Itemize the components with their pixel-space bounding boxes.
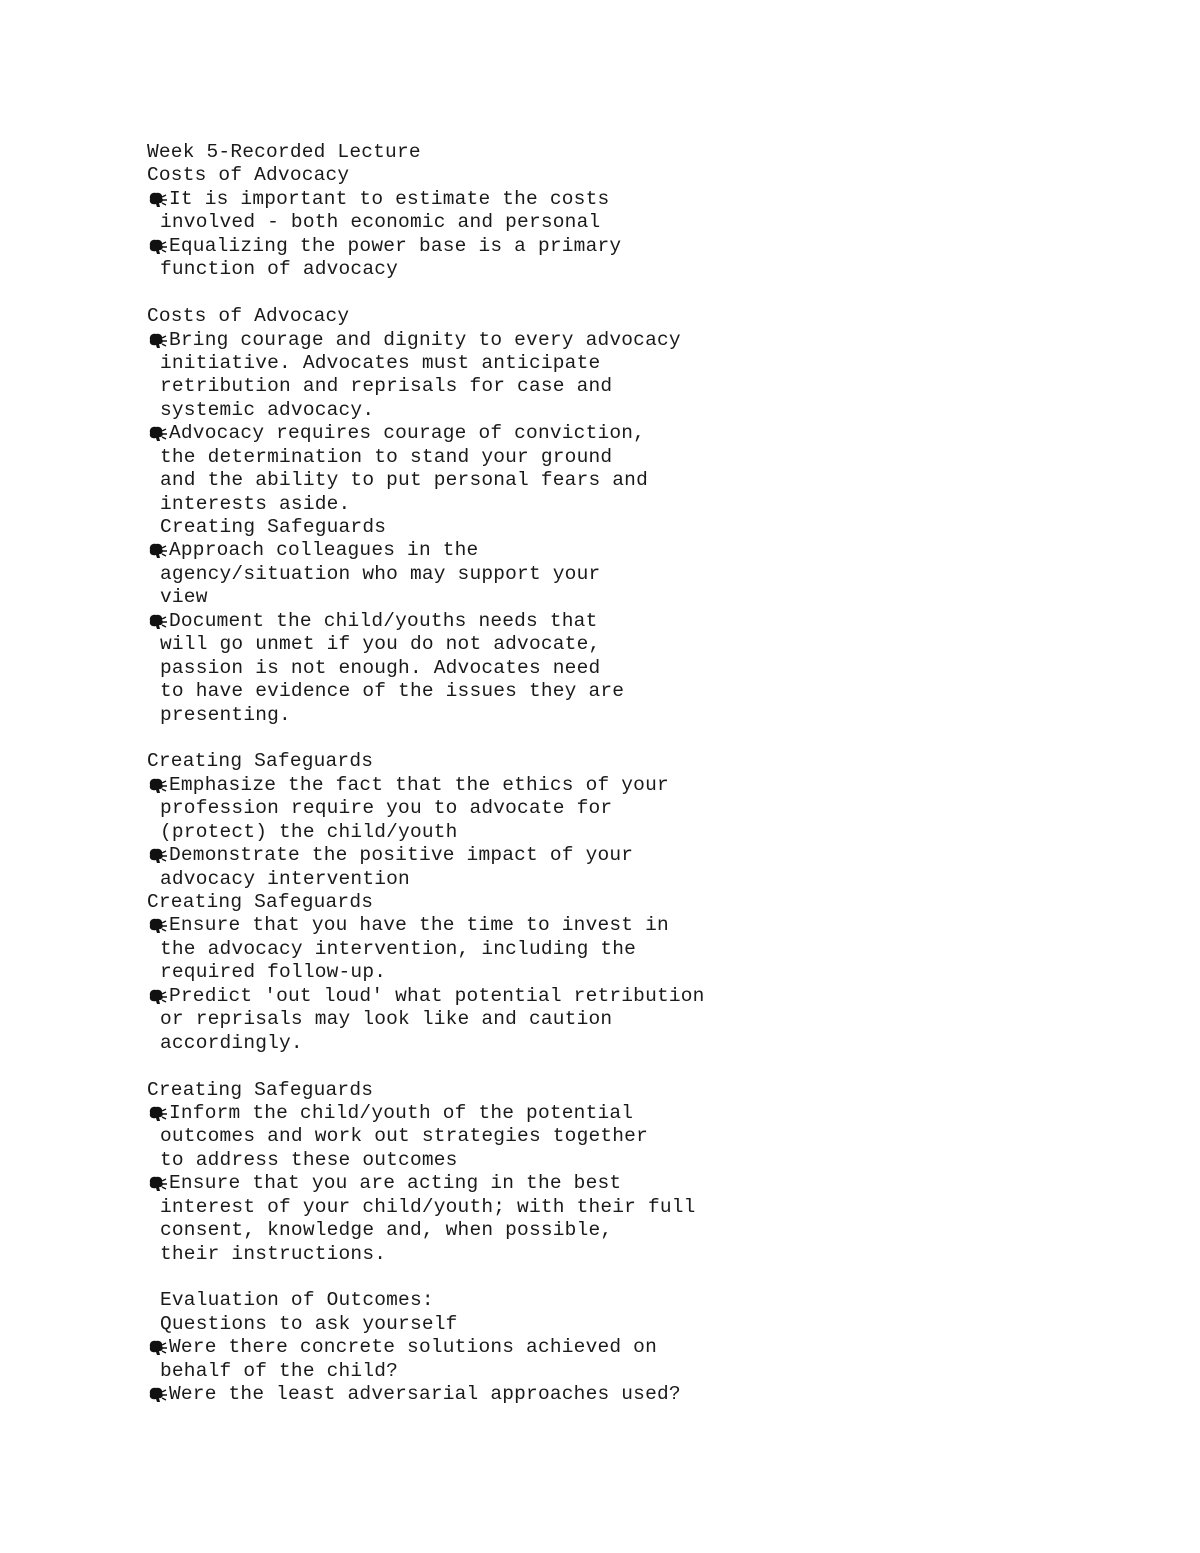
broken-bullet-glyph-icon [147, 1176, 169, 1192]
line-text: and the ability to put personal fears and [160, 469, 648, 492]
broken-bullet-glyph-icon [147, 426, 169, 442]
line-text: Evaluation of Outcomes: [160, 1289, 434, 1312]
line-text: Week 5-Recorded Lecture [147, 141, 421, 163]
line-text: or reprisals may look like and caution [160, 1008, 613, 1031]
bullet-line [147, 844, 1147, 867]
heading-line [147, 1079, 1147, 1102]
blank-line [147, 1266, 1147, 1289]
text-line [147, 1149, 1147, 1172]
line-text: (protect) the child/youth [160, 820, 458, 843]
broken-bullet-glyph-icon [147, 918, 169, 934]
bullet-line [147, 422, 1147, 445]
text-line [147, 399, 1147, 422]
line-text: profession require you to advocate for [160, 797, 613, 820]
broken-bullet-glyph-icon [147, 614, 169, 630]
text-line [147, 938, 1147, 961]
heading-line [147, 141, 1147, 164]
line-text: Costs of Advocacy [147, 305, 350, 328]
bullet-line [147, 1336, 1147, 1359]
text-line [147, 704, 1147, 727]
broken-bullet-glyph-icon [147, 543, 169, 559]
text-line [147, 657, 1147, 680]
broken-bullet-glyph-icon [147, 778, 169, 794]
line-text: view [160, 586, 208, 609]
bullet-line [147, 774, 1147, 797]
line-text: the determination to stand your ground [160, 445, 613, 468]
text-line [147, 633, 1147, 656]
bullet-line [147, 985, 1147, 1008]
heading-line [147, 305, 1147, 328]
text-line [147, 258, 1147, 281]
text-line [147, 868, 1147, 891]
line-text: presenting. [160, 703, 291, 726]
line-text: interests aside. [160, 492, 351, 515]
heading-line [147, 891, 1147, 914]
broken-bullet-glyph-icon [147, 333, 169, 349]
line-text: Were the least adversarial approaches used? [169, 1383, 681, 1406]
broken-bullet-glyph-icon [147, 1340, 169, 1356]
line-text: advocacy intervention [160, 867, 410, 890]
line-text: systemic advocacy. [160, 398, 375, 421]
text-line [147, 469, 1147, 492]
bullet-line [147, 188, 1147, 211]
line-text: Questions to ask yourself [160, 1312, 458, 1335]
line-text: to have evidence of the issues they are [160, 680, 625, 703]
bullet-line [147, 329, 1147, 352]
text-line [147, 680, 1147, 703]
line-text: Costs of Advocacy [147, 164, 350, 187]
text-line [147, 1032, 1147, 1055]
text-line [147, 211, 1147, 234]
bullet-line [147, 1172, 1147, 1195]
broken-bullet-glyph-icon [147, 989, 169, 1005]
text-line [147, 516, 1147, 539]
text-line [147, 1360, 1147, 1383]
line-text: Ensure that you are acting in the best [169, 1172, 622, 1195]
blank-line [147, 282, 1147, 305]
broken-bullet-glyph-icon [147, 1387, 169, 1403]
text-line [147, 446, 1147, 469]
line-text: their instructions. [160, 1242, 387, 1265]
line-text: Emphasize the fact that the ethics of your [169, 773, 669, 796]
bullet-line [147, 914, 1147, 937]
document-body [147, 141, 1147, 1407]
text-line [147, 1243, 1147, 1266]
line-text: initiative. Advocates must anticipate [160, 351, 601, 374]
line-text: outcomes and work out strategies together [160, 1125, 648, 1148]
line-text: Inform the child/youth of the potential [169, 1101, 634, 1124]
text-line [147, 375, 1147, 398]
text-line [147, 1289, 1147, 1312]
blank-line [147, 1055, 1147, 1078]
line-text: consent, knowledge and, when possible, [160, 1219, 613, 1242]
line-text: passion is not enough. Advocates need [160, 656, 601, 679]
line-text: Were there concrete solutions achieved on [169, 1336, 657, 1359]
line-text: Approach colleagues in the [169, 539, 479, 562]
text-line [147, 1008, 1147, 1031]
line-text: involved - both economic and personal [160, 211, 601, 234]
heading-line [147, 750, 1147, 773]
line-text: Equalizing the power base is a primary [169, 234, 622, 257]
broken-bullet-glyph-icon [147, 1106, 169, 1122]
text-line [147, 961, 1147, 984]
line-text: agency/situation who may support your [160, 562, 601, 585]
text-line [147, 1196, 1147, 1219]
line-text: required follow-up. [160, 961, 387, 984]
line-text: retribution and reprisals for case and [160, 375, 613, 398]
line-text: It is important to estimate the costs [169, 187, 610, 210]
line-text: interest of your child/youth; with their full [160, 1195, 696, 1218]
text-line [147, 821, 1147, 844]
line-text: accordingly. [160, 1031, 303, 1054]
line-text: Creating Safeguards [160, 516, 387, 538]
blank-line [147, 727, 1147, 750]
line-text: Ensure that you have the time to invest in [169, 914, 669, 937]
broken-bullet-glyph-icon [147, 239, 169, 255]
text-line [147, 563, 1147, 586]
text-line [147, 797, 1147, 820]
line-text: Advocacy requires courage of conviction, [169, 422, 646, 445]
text-line [147, 352, 1147, 375]
bullet-line [147, 539, 1147, 562]
bullet-line [147, 610, 1147, 633]
line-text: to address these outcomes [160, 1148, 458, 1171]
line-text: behalf of the child? [160, 1359, 399, 1382]
bullet-line [147, 235, 1147, 258]
broken-bullet-glyph-icon [147, 192, 169, 208]
line-text: Creating Safeguards [147, 1078, 374, 1101]
text-line [147, 1313, 1147, 1336]
line-text: Demonstrate the positive impact of your [169, 844, 634, 867]
text-line [147, 1219, 1147, 1242]
line-text: Creating Safeguards [147, 750, 374, 773]
bullet-line [147, 1102, 1147, 1125]
line-text: will go unmet if you do not advocate, [160, 633, 601, 656]
line-text: Document the child/youths needs that [169, 609, 598, 632]
line-text: function of advocacy [160, 258, 399, 281]
line-text: the advocacy intervention, including the [160, 937, 637, 960]
text-line [147, 586, 1147, 609]
text-line [147, 1125, 1147, 1148]
bullet-line [147, 1383, 1147, 1406]
line-text: Predict 'out loud' what potential retribution [169, 984, 705, 1007]
line-text: Bring courage and dignity to every advocacy [169, 328, 681, 351]
line-text: Creating Safeguards [147, 891, 374, 913]
broken-bullet-glyph-icon [147, 848, 169, 864]
text-line [147, 493, 1147, 516]
heading-line [147, 164, 1147, 187]
